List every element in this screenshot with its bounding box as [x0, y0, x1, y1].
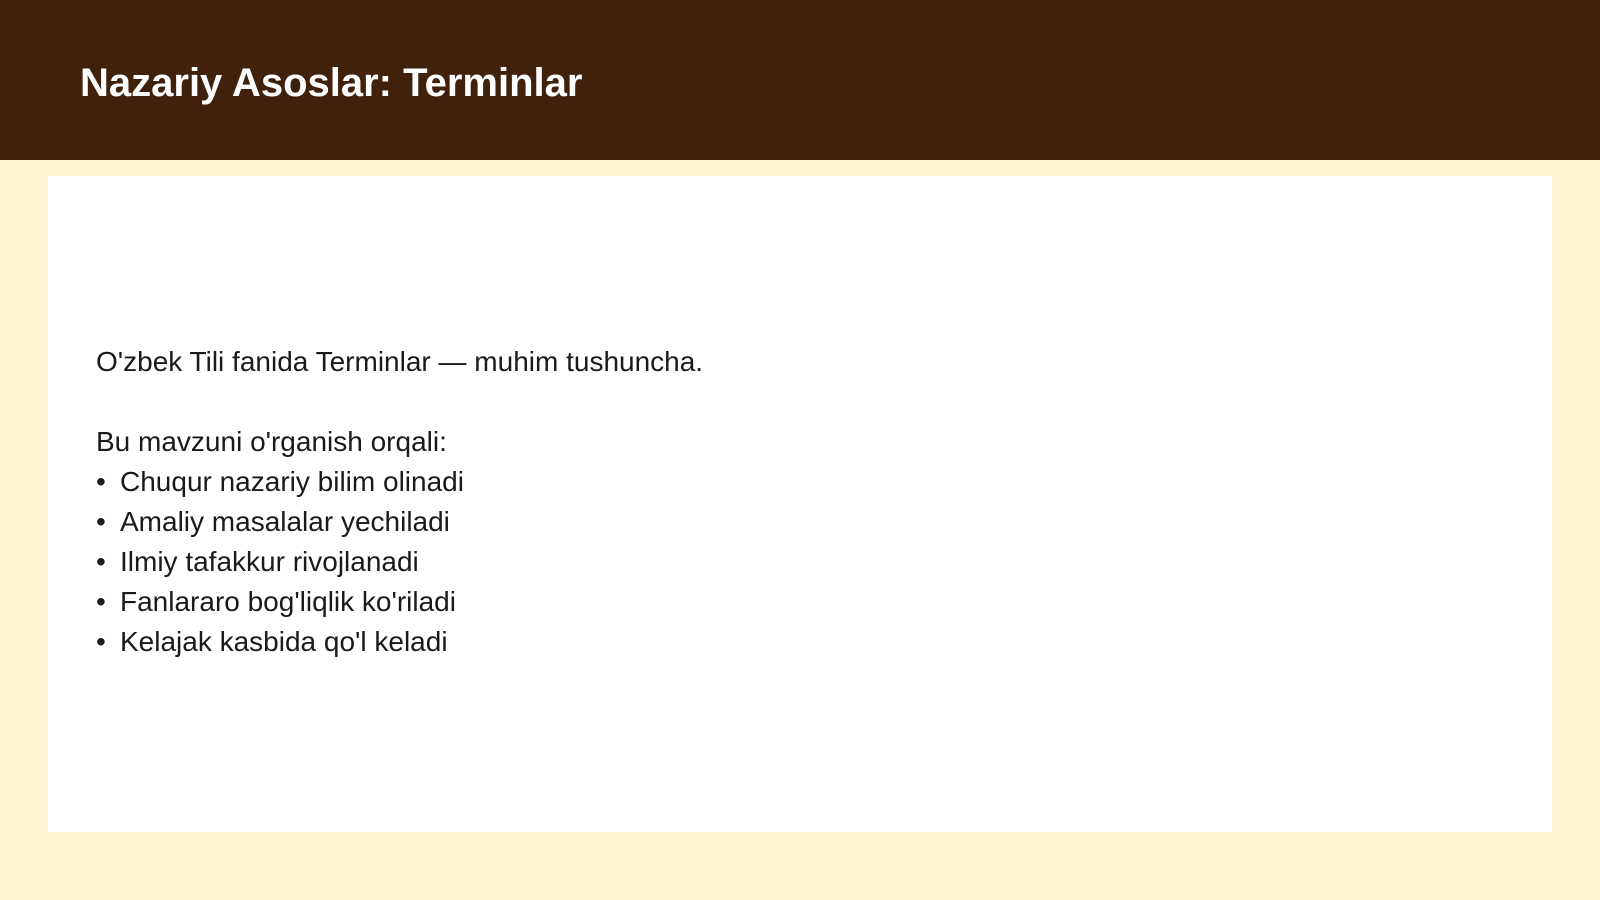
content-card: [48, 176, 1552, 832]
slide-title: Nazariy Asoslar: Terminlar: [80, 61, 583, 105]
bullet-text: Chuqur nazariy bilim olinadi: [120, 466, 464, 497]
slide-header: [0, 0, 1600, 160]
bullet-item: [96, 582, 703, 622]
bullet-text: Amaliy masalalar yechiladi: [120, 506, 450, 537]
content-body: [96, 342, 703, 662]
paragraph-spacer: [96, 382, 703, 422]
bullet-dot-icon: •: [96, 466, 106, 497]
bullet-text: Ilmiy tafakkur rivojlanadi: [120, 546, 419, 577]
bullet-text: Fanlararo bog'liqlik ko'riladi: [120, 586, 456, 617]
bullet-dot-icon: •: [96, 626, 106, 657]
bullet-dot-icon: •: [96, 586, 106, 617]
bullet-dot-icon: •: [96, 506, 106, 537]
bullet-item: [96, 622, 703, 662]
bullet-item: [96, 502, 703, 542]
bullet-text: Kelajak kasbida qo'l keladi: [120, 626, 448, 657]
bullet-dot-icon: •: [96, 546, 106, 577]
intro-text: O'zbek Tili fanida Terminlar — muhim tushuncha.: [96, 346, 704, 377]
lead-text: Bu mavzuni o'rganish orqali:: [96, 426, 447, 457]
bullet-item: [96, 462, 703, 502]
bullet-item: [96, 542, 703, 582]
